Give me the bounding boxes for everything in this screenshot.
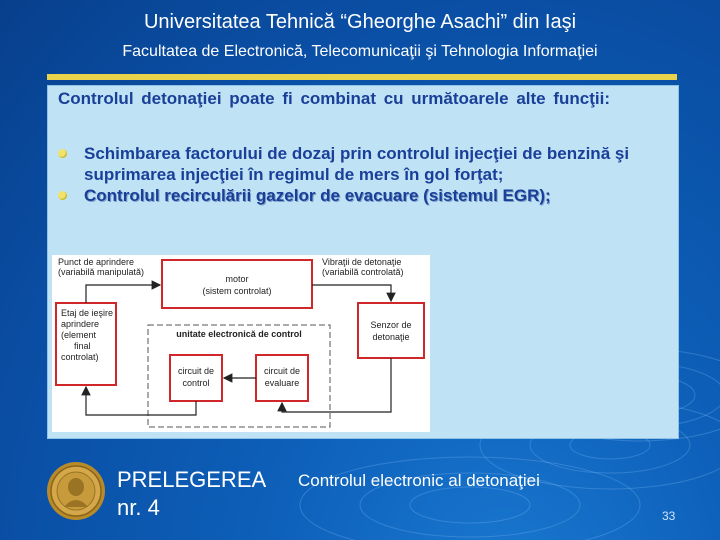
bullet-dot-icon [58,149,67,158]
circuit-evaluare-label-line: circuit de [263,366,301,376]
unitate-control-label: unitate electronică de control [176,329,302,339]
lecture-number-label: nr. 4 [117,495,160,520]
bullet-text: Schimbarea factorului de dozaj prin controlul injecţiei de benzină şi suprimarea injecţiei în regimul de mers în gol forţat; [84,144,630,184]
motor-label: motor [225,274,249,284]
university-medal-logo [46,461,106,521]
diagram-label-variabila-controlata: (variabilă controlată) [322,267,404,277]
etaj-label-line: controlat) [61,352,99,362]
etaj-label-line: aprindere [61,319,100,329]
etaj-label-line: final [74,341,91,351]
university-title: Universitatea Tehnică “Gheorghe Asachi” din Iaşi [143,11,577,33]
bullet-list [54,143,664,206]
senzor-detonatie-box [358,303,424,358]
bullet-item [54,185,664,206]
motor-sublabel: (sistem controlat) [202,286,272,296]
bullet-item [54,143,664,185]
lecture-number [117,466,266,522]
diagram-label-variabila-manipulata: (variabilă manipulată) [58,267,145,277]
intro-text: Controlul detonaţiei poate fi combinat cu următoarele alte funcţii: [58,89,610,108]
gold-divider [47,74,677,80]
senzor-label-line: Senzor de [370,320,412,330]
bullet-text: Controlul recirculării gazelor de evacuare (sistemul EGR); [84,186,551,205]
circuit-control-label-line: control [182,378,210,388]
circuit-evaluare-label-line: evaluare [264,378,300,388]
diagram-label-vibratii: Vibraţii de detonaţie [322,257,402,267]
knock-control-diagram [52,255,430,432]
bullet-dot-icon [58,191,67,200]
page-number: 33 [662,509,676,523]
lecture-label: PRELEGEREA [117,467,267,492]
circuit-control-label-line: circuit de [177,366,215,376]
etaj-label-line: (element [61,330,97,340]
etaj-label-line: Etaj de ieşire [61,308,114,318]
slide-subtitle: Controlul electronic al detonaţiei [298,471,540,490]
motor-box [162,260,312,308]
diagram-label-punct-aprindere: Punct de aprindere [58,257,135,267]
slide-header [0,10,720,62]
faculty-title: Facultatea de Electronică, Telecomunicaţii şi Tehnologia Informaţiei [122,43,598,60]
senzor-label-line: detonaţie [372,332,410,342]
